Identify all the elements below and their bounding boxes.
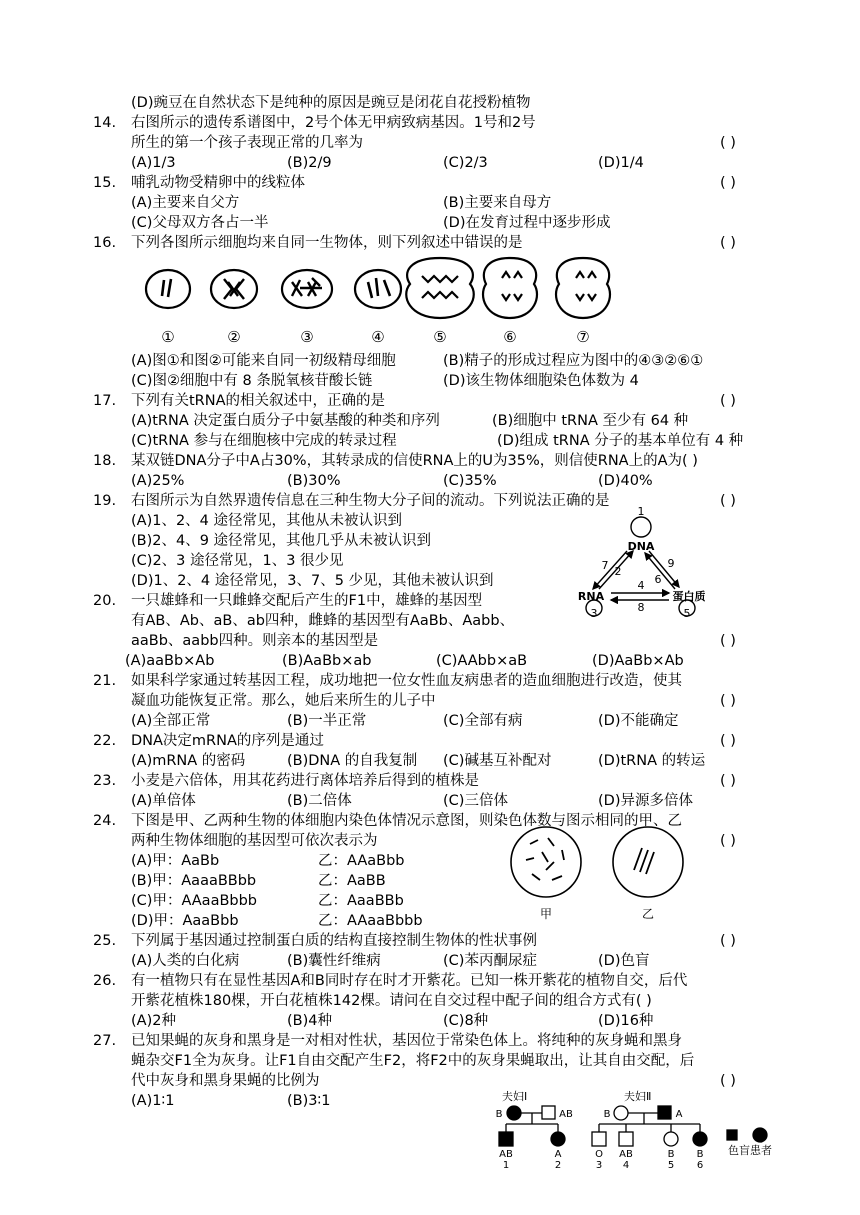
label-3: 3: [590, 607, 598, 617]
q22-option-c: (C)碱基互补配对: [443, 753, 552, 769]
q17-answer-paren: ( ): [720, 393, 736, 409]
q17-option-d: (D)组成 tRNA 分子的基本单位有 4 种: [497, 433, 744, 449]
couple2-father-type: A: [675, 1109, 683, 1120]
child-2-num: 2: [554, 1160, 562, 1170]
fig16-label-1: ①: [161, 328, 175, 346]
child-4-num: 4: [622, 1160, 630, 1170]
couple1-mother: [507, 1106, 521, 1120]
q15-answer-paren: ( ): [720, 175, 736, 191]
child-1: [499, 1132, 513, 1146]
q24-option-c-yi: 乙：AaaBBb: [318, 893, 404, 909]
q16-option-a: (A)图①和图②可能来自同一初级精母细胞: [131, 353, 396, 369]
q26-option-d: (D)16种: [598, 1013, 654, 1029]
q21-answer-paren: ( ): [720, 693, 736, 709]
q24-option-b-jia: (B)甲：AaaaBBbb: [131, 873, 257, 889]
couple1-father: [542, 1106, 555, 1119]
q26-stem-2: 开紫花植株180棵，开白花植株142棵。请问在自交过程中配子间的组合方式有( ): [131, 993, 652, 1009]
label-9: 9: [667, 557, 675, 570]
label-5: 5: [683, 607, 691, 617]
q15-option-c: (C)父母双方各占一半: [131, 215, 269, 231]
q18-number: 18.: [93, 453, 117, 469]
label-4: 4: [637, 579, 645, 592]
q21-stem-2: 凝血功能恢复正常。那么，她后来所生的儿子中: [131, 693, 436, 709]
q14-option-a: (A)1/3: [131, 155, 176, 171]
child-3-num: 3: [595, 1160, 603, 1170]
q17-option-c: (C)tRNA 参与在细胞核中完成的转录过程: [131, 433, 397, 449]
fig16-label-6: ⑥: [503, 328, 517, 346]
q24-option-b-yi: 乙：AaBB: [318, 873, 386, 889]
q24-answer-paren: ( ): [720, 833, 736, 849]
q23-option-b: (B)二倍体: [287, 793, 352, 809]
label-1: 1: [637, 505, 645, 518]
q21-option-a: (A)全部正常: [131, 713, 211, 729]
q26-option-c: (C)8种: [443, 1013, 489, 1029]
child-4-type: AB: [619, 1149, 633, 1160]
q27-stem-2: 蝇杂交F1全为灰身。让F1自由交配产生F2，将F2中的灰身果蝇取出，让其自由交配，后: [131, 1053, 695, 1069]
q19-option-b: (B)2、4、9 途径常见，其他几乎从未被认识到: [131, 533, 432, 549]
label-8: 8: [637, 601, 645, 614]
node-protein: 蛋白质: [672, 590, 705, 603]
q24-chromosome-figure: [508, 822, 688, 924]
q25-option-a: (A)人类的白化病: [131, 953, 240, 969]
cell-6-outline: [483, 258, 537, 318]
q23-option-a: (A)单倍体: [131, 793, 196, 809]
q15-option-a: (A)主要来自父方: [131, 195, 240, 211]
fig24-label-jia: 甲: [539, 907, 553, 921]
q26-number: 26.: [93, 973, 117, 989]
q15-number: 15.: [93, 175, 117, 191]
child-3-type: O: [595, 1149, 603, 1160]
arrow-9: [649, 551, 679, 587]
couple1-father-type: AB: [559, 1109, 573, 1120]
q27-stem-3: 代中灰身和黑身果蝇的比例为: [131, 1073, 320, 1089]
q21-option-b: (B)一半正常: [287, 713, 367, 729]
q27-number: 27.: [93, 1033, 117, 1049]
q24-number: 24.: [93, 813, 117, 829]
couple2-mother-type: B: [603, 1109, 611, 1120]
node-dna: DNA: [627, 540, 655, 553]
child-5: [664, 1132, 678, 1146]
q24-stem-2: 两种生物体细胞的基因型可依次表示为: [131, 833, 378, 849]
q19-info-flow-diagram: [575, 505, 705, 617]
label-2: 2: [614, 565, 622, 578]
node-rna: RNA: [577, 590, 605, 603]
q20-option-a: (A)aaBb×Ab: [125, 653, 215, 669]
q27-option-b: (B)3∶1: [287, 1093, 331, 1109]
q17-stem: 下列有关tRNA的相关叙述中，正确的是: [131, 393, 386, 409]
q25-number: 25.: [93, 933, 117, 949]
fig16-label-2: ②: [227, 328, 241, 346]
q26-option-a: (A)2种: [131, 1013, 176, 1029]
legend-female-affected: [753, 1128, 767, 1142]
q26-option-b: (B)4种: [287, 1013, 332, 1029]
child-6-type: B: [696, 1149, 704, 1160]
q15-option-b: (B)主要来自母方: [443, 195, 552, 211]
q27-stem-1: 已知果蝇的灰身和黑身是一对相对性状，基因位于常染色体上。将纯种的灰身蝇和黑身: [131, 1033, 682, 1049]
q24-option-a-yi: 乙：AAaBbb: [318, 853, 405, 869]
q27-option-a: (A)1∶1: [131, 1093, 175, 1109]
q24-option-d-yi: 乙：AAaaBbbb: [318, 913, 423, 929]
cell-5-outline: [406, 258, 474, 318]
cell-1-outline: [146, 270, 190, 308]
child-1-type: AB: [499, 1149, 513, 1160]
q17-option-a: (A)tRNA 决定蛋白质分子中氨基酸的种类和序列: [131, 413, 440, 429]
couple2-label: 夫妇Ⅱ: [624, 1090, 652, 1103]
fig16-label-4: ④: [371, 328, 385, 346]
q21-number: 21.: [93, 673, 117, 689]
q20-option-c: (C)AAbb×aB: [436, 653, 528, 669]
q18-option-a: (A)25%: [131, 473, 185, 489]
child-4: [619, 1132, 633, 1146]
arrow-2: [593, 551, 627, 589]
label-7: 7: [601, 559, 609, 572]
q16-option-b: (B)精子的形成过程应为图中的④③②⑥①: [443, 353, 704, 369]
q23-stem: 小麦是六倍体，用其花药进行离体培养后得到的植株是: [131, 773, 479, 789]
q20-number: 20.: [93, 593, 117, 609]
blood-type-pedigree: [488, 1088, 788, 1170]
child-6-num: 6: [696, 1160, 704, 1170]
child-2-type: A: [554, 1149, 562, 1160]
legend-label: 色盲患者: [728, 1144, 772, 1157]
q16-cell-figure: [140, 252, 630, 350]
q24-option-d-jia: (D)甲：AaaBbb: [131, 913, 239, 929]
q19-answer-paren: ( ): [720, 493, 736, 509]
child-5-type: B: [667, 1149, 675, 1160]
legend-male-affected: [727, 1130, 737, 1140]
fig16-label-3: ③: [300, 328, 314, 346]
q14-stem-1: 右图所示的遗传系谱图中，2号个体无甲病致病基因。1号和2号: [131, 115, 536, 131]
q19-option-a: (A)1、2、4 途径常见，其他从未被认识到: [131, 513, 403, 529]
loop-1: [631, 517, 651, 537]
q16-number: 16.: [93, 235, 117, 251]
q20-stem-2: 有AB、Ab、aB、ab四种，雌蜂的基因型有AaBb、Aabb、: [131, 613, 515, 629]
q16-stem: 下列各图所示细胞均来自同一生物体，则下列叙述中错误的是: [131, 235, 523, 251]
q14-stem-2: 所生的第一个孩子表现正常的几率为: [131, 135, 363, 151]
couple1-label: 夫妇Ⅰ: [502, 1090, 528, 1103]
q14-number: 14.: [93, 115, 117, 131]
q21-option-c: (C)全部有病: [443, 713, 523, 729]
q22-option-a: (A)mRNA 的密码: [131, 753, 246, 769]
q14-option-d: (D)1/4: [598, 155, 644, 171]
q22-number: 22.: [93, 733, 117, 749]
q23-option-d: (D)异源多倍体: [598, 793, 693, 809]
q16-option-c: (C)图②细胞中有 8 条脱氧核苷酸长链: [131, 373, 373, 389]
q14-answer-paren: ( ): [720, 135, 736, 151]
q20-stem-3: aaBb、aabb四种。则亲本的基因型是: [131, 633, 379, 649]
child-1-num: 1: [502, 1160, 510, 1170]
q25-option-c: (C)苯丙酮尿症: [443, 953, 537, 969]
cell-yi-outline: [613, 827, 683, 897]
q24-stem-1: 下图是甲、乙两种生物的体细胞内染色体情况示意图，则染色体数与图示相同的甲、乙: [131, 813, 682, 829]
q25-answer-paren: ( ): [720, 933, 736, 949]
top-line: (D)豌豆在自然状态下是纯种的原因是豌豆是闭花自花授粉植物: [131, 95, 531, 111]
child-6: [693, 1132, 707, 1146]
q24-option-c-jia: (C)甲：AAaaBbbb: [131, 893, 258, 909]
q20-option-b: (B)AaBb×ab: [282, 653, 372, 669]
q20-option-d: (D)AaBb×Ab: [592, 653, 684, 669]
q16-answer-paren: ( ): [720, 235, 736, 251]
q25-option-d: (D)色盲: [598, 953, 650, 969]
q20-answer-paren: ( ): [720, 633, 736, 649]
q19-number: 19.: [93, 493, 117, 509]
q22-stem: DNA决定mRNA的序列是通过: [131, 733, 324, 749]
child-2: [551, 1132, 565, 1146]
q21-option-d: (D)不能确定: [598, 713, 679, 729]
q18-option-d: (D)40%: [598, 473, 653, 489]
q23-option-c: (C)三倍体: [443, 793, 508, 809]
q25-stem: 下列属于基因通过控制蛋白质的结构直接控制生物体的性状事例: [131, 933, 537, 949]
couple1-mother-type: B: [495, 1109, 503, 1120]
q25-option-b: (B)囊性纤维病: [287, 953, 381, 969]
q22-answer-paren: ( ): [720, 733, 736, 749]
fig24-label-yi: 乙: [641, 907, 655, 921]
q19-option-c: (C)2、3 途径常见，1、3 很少见: [131, 553, 344, 569]
q19-option-d: (D)1、2、4 途径常见，3、7、5 少见，其他未被认识到: [131, 573, 494, 589]
q22-option-b: (B)DNA 的自我复制: [287, 753, 418, 769]
q19-stem: 右图所示为自然界遗传信息在三种生物大分子间的流动。下列说法正确的是: [131, 493, 610, 509]
q17-number: 17.: [93, 393, 117, 409]
couple2-father: [658, 1106, 671, 1119]
q27-answer-paren: ( ): [720, 1073, 736, 1089]
q18-option-b: (B)30%: [287, 473, 341, 489]
label-6: 6: [654, 573, 662, 586]
q15-option-d: (D)在发育过程中逐步形成: [443, 215, 611, 231]
q20-stem-1: 一只雄蜂和一只雌蜂交配后产生的F1中，雄蜂的基因型: [131, 593, 483, 609]
q14-option-c: (C)2/3: [443, 155, 488, 171]
q26-stem-1: 有一植物只有在显性基因A和B同时存在时才开紫花。已知一株开紫花的植物自交，后代: [131, 973, 688, 989]
cell-7-outline: [556, 258, 610, 318]
q18-stem: 某双链DNA分子中A占30%，其转录成的信使RNA上的U为35%，则信使RNA上的A为( ): [131, 453, 698, 469]
fig16-label-7: ⑦: [576, 328, 590, 346]
child-5-num: 5: [667, 1160, 675, 1170]
q18-option-c: (C)35%: [443, 473, 497, 489]
q21-stem-1: 如果科学家通过转基因工程，成功地把一位女性血友病患者的造血细胞进行改造，使其: [131, 673, 682, 689]
cell-jia-outline: [511, 827, 581, 897]
fig16-label-5: ⑤: [433, 328, 447, 346]
q23-number: 23.: [93, 773, 117, 789]
couple2-mother: [614, 1106, 628, 1120]
child-3: [592, 1132, 606, 1146]
q14-option-b: (B)2/9: [287, 155, 332, 171]
q17-option-b: (B)细胞中 tRNA 至少有 64 种: [492, 413, 689, 429]
q24-option-a-jia: (A)甲：AaBb: [131, 853, 220, 869]
q16-option-d: (D)该生物体细胞染色体数为 4: [443, 373, 639, 389]
q15-stem: 哺乳动物受精卵中的线粒体: [131, 175, 305, 191]
q22-option-d: (D)tRNA 的转运: [598, 753, 706, 769]
q23-answer-paren: ( ): [720, 773, 736, 789]
